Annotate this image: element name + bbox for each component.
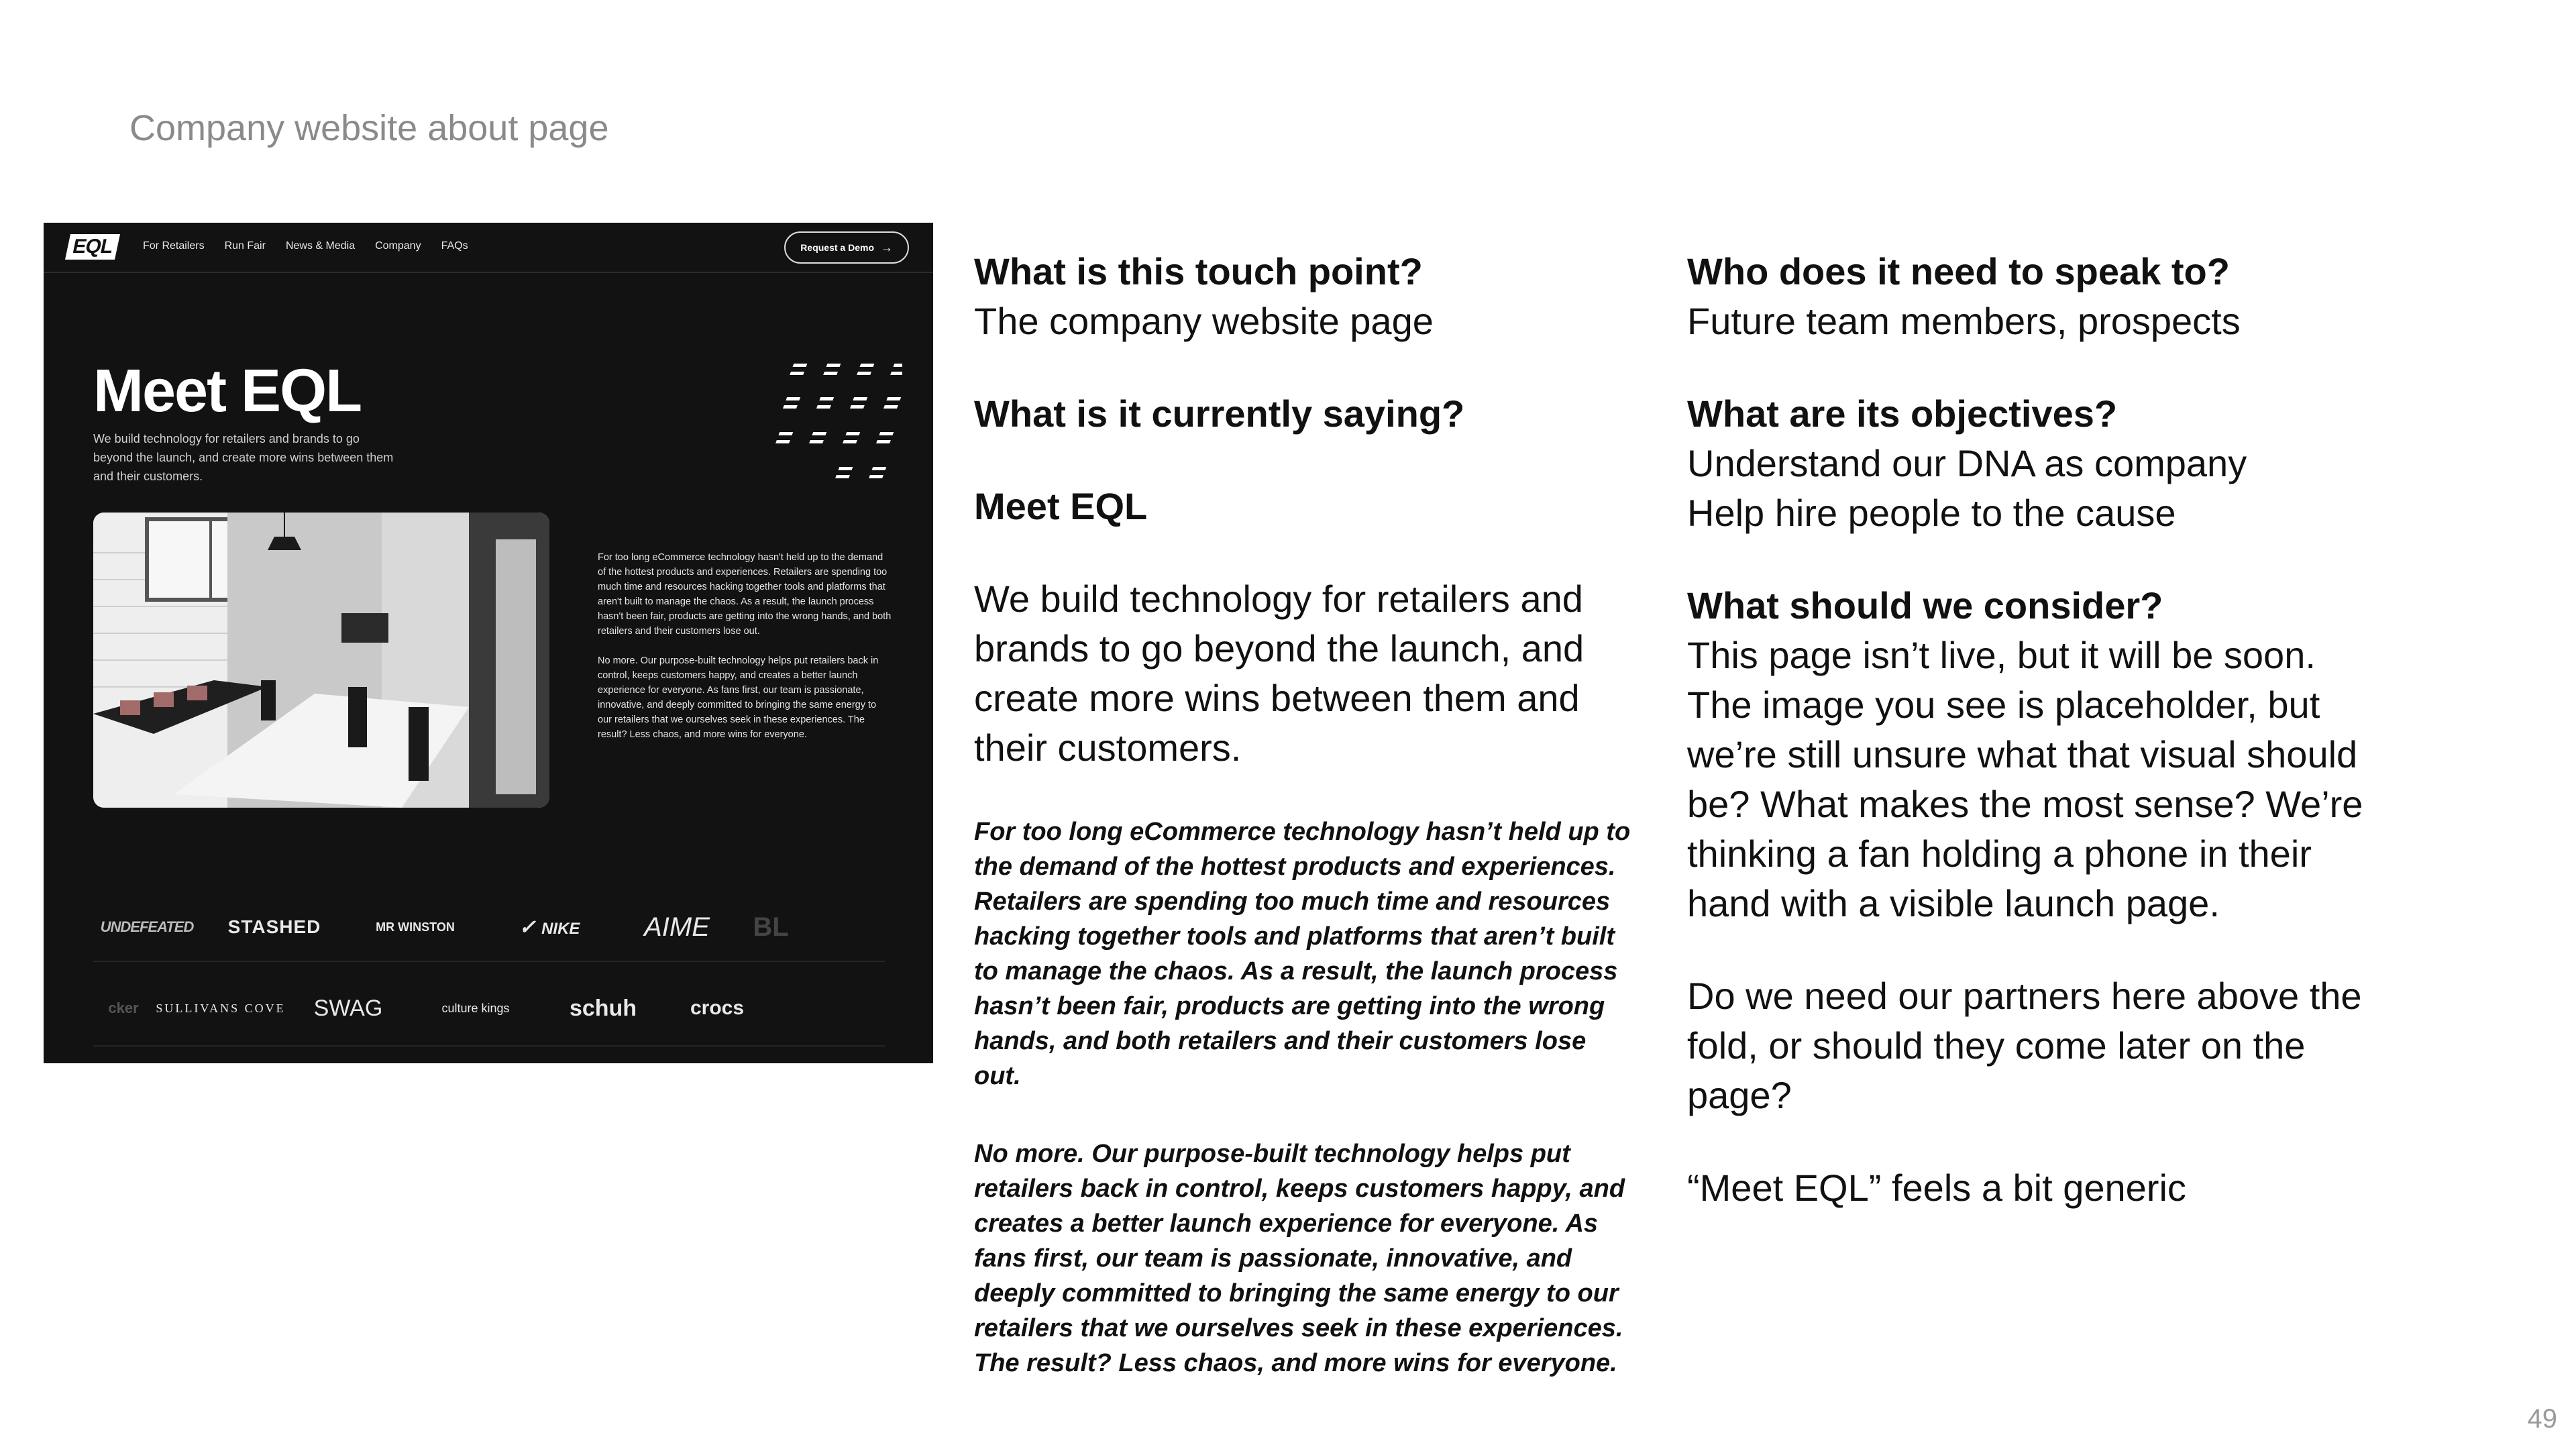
nike-swoosh-icon: ✓ [519, 916, 536, 938]
answer-touch-point: The company website page [974, 300, 1434, 342]
question-currently-saying: What is it currently saying? [974, 392, 1465, 435]
brand-logo-undefeated: UNDEFEATED [100, 918, 194, 935]
nav-link-news-media[interactable]: News & Media [285, 240, 356, 252]
request-demo-label: Request a Demo [800, 242, 874, 253]
brand-logo-sullivans-cove: SULLIVANS COVE [156, 1001, 286, 1015]
request-demo-button[interactable] [784, 231, 909, 264]
mock-hero-subtitle: We build technology for retailers and brands to go beyond the launch, and create more wins between them and their customers. [93, 432, 394, 483]
brand-logo-bl: BL [753, 912, 789, 942]
mock-nav-links [143, 240, 468, 252]
nav-link-company[interactable]: Company [375, 240, 421, 252]
question-touch-point: What is this touch point? [974, 250, 1423, 292]
brand-logo-mr-winston: MR WINSTON [376, 920, 455, 934]
mock-navbar [44, 223, 933, 273]
nav-link-faqs[interactable]: FAQs [441, 240, 468, 252]
current-paragraph-1: For too long eCommerce technology hasn’t held up to the demand of the hottest products and experiences. Retailers are spending too much time and resources hacking together tools and platforms that aren’t built to manage the chaos. As a result, the launch process hasn’t been fair, products are getting into the wrong hands, and both retailers and their customers lose out. [974, 818, 1631, 1090]
answer-considerations: This page isn’t live, but it will be soon. The image you see is placeholder, but we’re still unsure what that visual should be? What makes the most sense? We’re thinking a fan holding a phone in their hand with a visible launch page. [1687, 634, 2363, 924]
partners-fold-note: Do we need our partners here above the fold, or should they come later on the page? [1687, 975, 2362, 1116]
brand-logo-culture-kings: culture kings [441, 1001, 510, 1015]
current-messaging-column [974, 247, 1638, 1381]
mock-body-paragraph: No more. Our purpose-built technology helps put retailers back in control, keeps customers happy, and creates a better launch experience for everyone. As fans first, our team is passionate, innovative, and deeply committed to bringing the same energy to our retailers that we ourselves seek in these experiences. The result? Less chaos, and more wins for everyone. [598, 655, 879, 740]
office-placeholder-photo [93, 513, 549, 808]
brand-logo-aime: AIME [644, 912, 710, 942]
website-screenshot [44, 223, 933, 1063]
answer-objective-2: Help hire people to the cause [1687, 492, 2176, 534]
brand-logo-swag: SWAG [313, 995, 383, 1021]
current-intro: We build technology for retailers and brands to go beyond the launch, and create more wins between them and their customers. [974, 578, 1585, 769]
brand-logo-cker: cker [108, 1000, 139, 1016]
brand-logo-crocs: crocs [690, 997, 745, 1019]
partner-logos-row-2 [93, 971, 885, 1046]
brand-logo-schuh: schuh [569, 995, 637, 1021]
page-number: 49 [2527, 1404, 2557, 1434]
question-audience: Who does it need to speak to? [1687, 250, 2230, 292]
mock-hero-title: Meet EQL [93, 358, 362, 425]
question-considerations: What should we consider? [1687, 584, 2163, 627]
brand-logo-stashed: STASHED [227, 916, 321, 937]
answer-audience: Future team members, prospects [1687, 300, 2241, 342]
generic-headline-note: “Meet EQL” feels a bit generic [1687, 1167, 2186, 1209]
slide-title: Company website about page [129, 108, 609, 148]
arrow-right-icon: → [881, 241, 893, 254]
current-paragraph-2: No more. Our purpose-built technology helps put retailers back in control, keeps customers happy, and creates a better launch experience for everyone. As fans first, our team is passionate, innovative, and deeply committed to bringing the same energy to our retailers that we ourselves seek in these experiences. The result? Less chaos, and more wins for everyone. [974, 1140, 1625, 1377]
brand-logo-nike: ✓ NIKE [519, 916, 580, 938]
equals-pattern-graphic [755, 357, 902, 484]
nav-link-run-fair[interactable]: Run Fair [224, 240, 266, 252]
analysis-column [1687, 247, 2385, 1213]
current-headline: Meet EQL [974, 485, 1148, 527]
question-objectives: What are its objectives? [1687, 392, 2118, 435]
eql-logo[interactable]: EQL [65, 234, 120, 260]
nav-link-retailers[interactable]: For Retailers [143, 240, 205, 252]
partner-logos-row-1 [93, 894, 885, 962]
answer-objective-1: Understand our DNA as company [1687, 442, 2247, 484]
mock-body-paragraph: For too long eCommerce technology hasn't held up to the demand of the hottest products and experiences. Retailers are spending too much time and resources hacking together tools and platforms that aren't built to manage the chaos. As a result, the launch process hasn't been fair, products are getting into the wrong hands, and both retailers and their customers lose out. [598, 552, 892, 637]
mock-body-copy [598, 550, 893, 757]
